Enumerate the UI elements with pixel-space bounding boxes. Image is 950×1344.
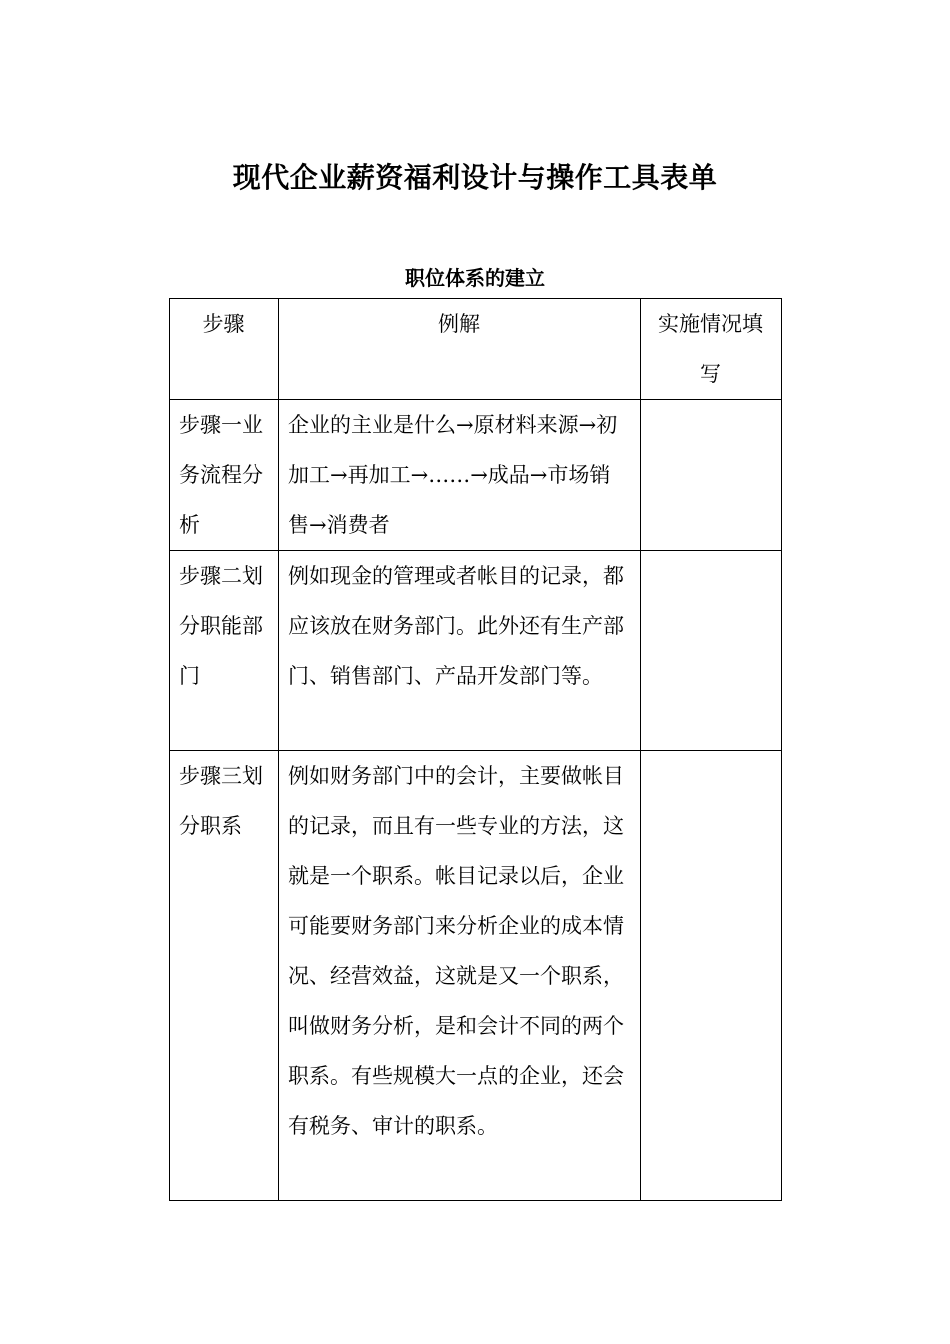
header-step: 步骤 <box>170 299 279 400</box>
table-row <box>170 400 782 551</box>
header-status: 实施情况填写 <box>641 299 782 400</box>
example-cell: 例如现金的管理或者帐目的记录，都应该放在财务部门。此外还有生产部门、销售部门、产品开发部门等。 <box>279 551 641 751</box>
status-cell[interactable] <box>641 400 782 551</box>
document-title: 现代企业薪资福利设计与操作工具表单 <box>232 161 718 194</box>
example-cell: 企业的主业是什么→原材料来源→初加工→再加工→……→成品→市场销售→消费者 <box>279 400 641 551</box>
job-system-table <box>169 298 782 1201</box>
table-row <box>170 751 782 1201</box>
step-cell: 步骤二划分职能部门 <box>170 551 279 751</box>
table-header-row <box>170 299 782 400</box>
step-cell: 步骤三划分职系 <box>170 751 279 1201</box>
example-cell: 例如财务部门中的会计，主要做帐目的记录，而且有一些专业的方法，这就是一个职系。帐目记录以后，企业可能要财务部门来分析企业的成本情况、经营效益，这就是又一个职系，叫做财务分析，是和会计不同的两个职系。有些规模大一点的企业，还会有税务、审计的职系。 <box>279 751 641 1201</box>
status-cell[interactable] <box>641 551 782 751</box>
header-example: 例解 <box>279 299 641 400</box>
status-cell[interactable] <box>641 751 782 1201</box>
step-cell: 步骤一业务流程分析 <box>170 400 279 551</box>
section-title: 职位体系的建立 <box>405 266 545 290</box>
table-row <box>170 551 782 751</box>
